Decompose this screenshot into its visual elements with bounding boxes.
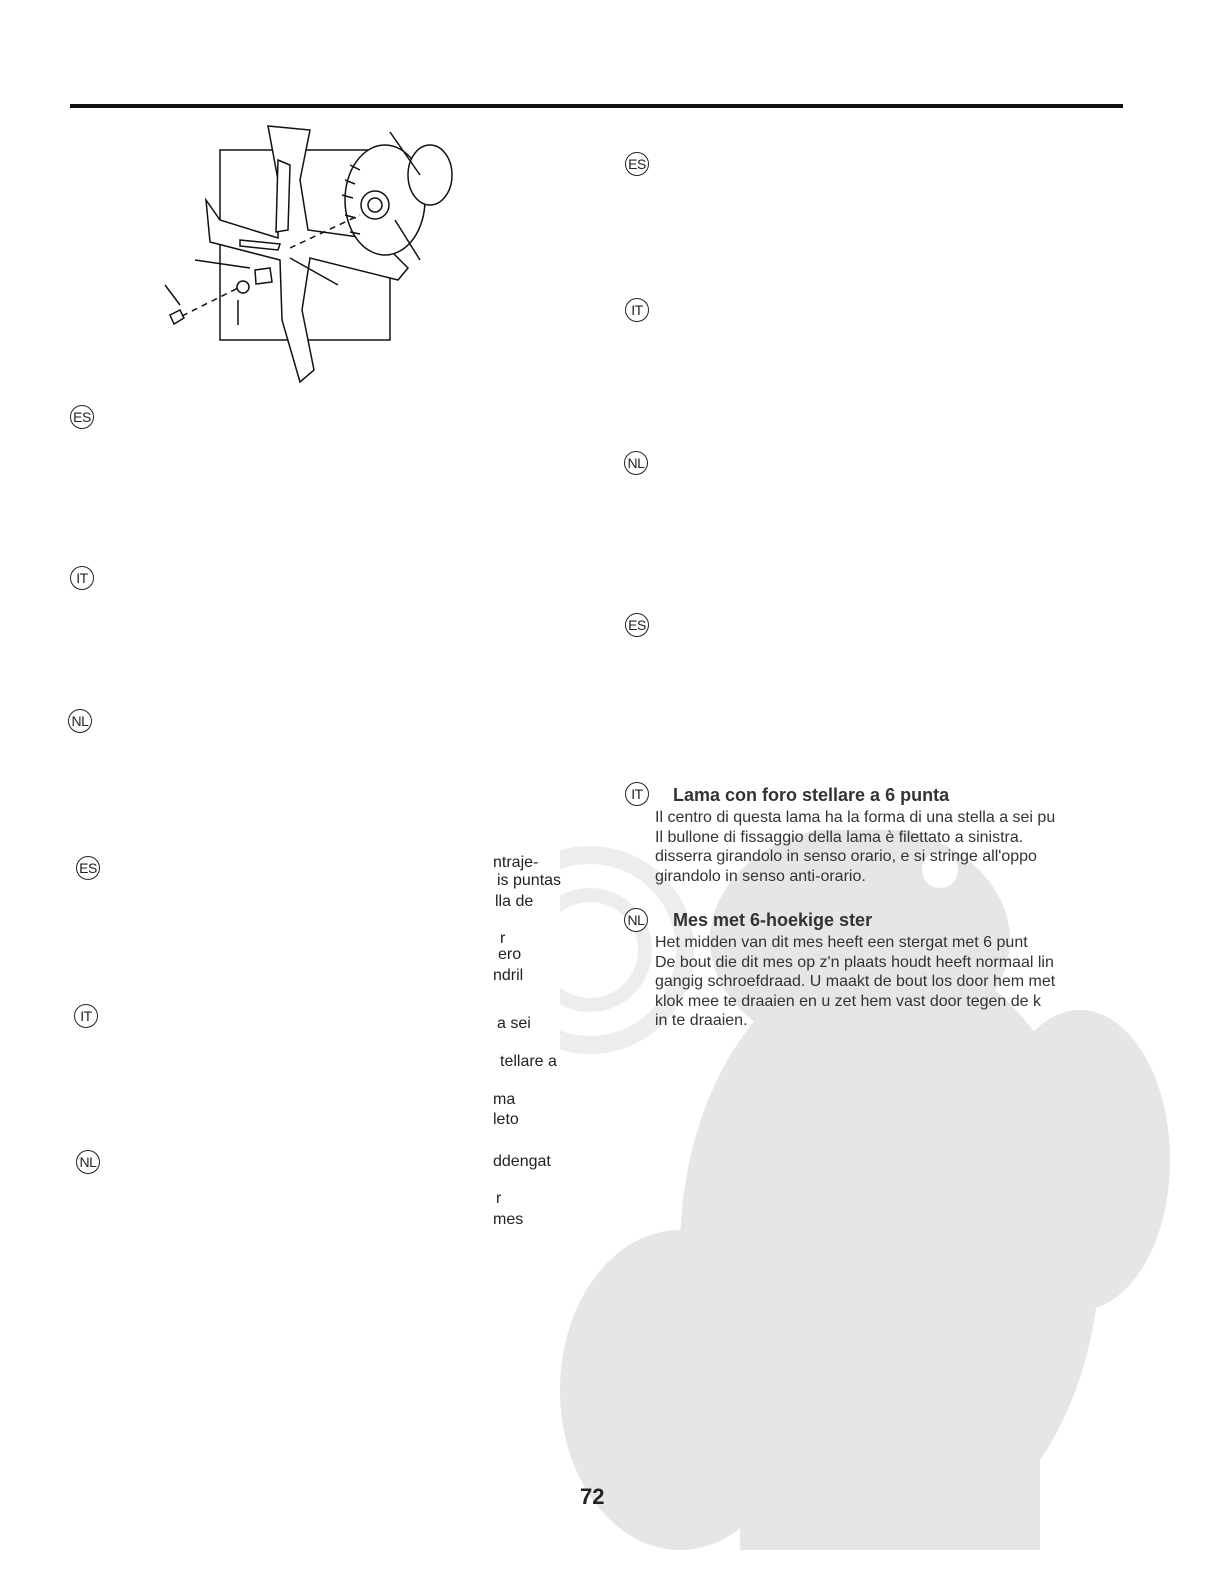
paragraph-line: girandolo in senso anti-orario. [655,867,866,885]
text-fragment: a sei [497,1015,531,1032]
language-badge-es: ES [70,405,94,429]
blade-assembly-illustration [150,120,470,390]
language-badge-nl: NL [76,1150,100,1174]
text-fragment: ndril [493,967,524,984]
text-fragment: r [500,930,506,947]
text-fragment: ntraje- [493,854,539,871]
language-badge-nl: NL [624,908,648,932]
text-fragment: ma [493,1091,516,1108]
text-fragment: mes [493,1211,524,1228]
language-badge-es: ES [625,152,649,176]
section-heading-it: Lama con foro stellare a 6 punta [673,785,950,805]
paragraph-line: in te draaien. [655,1012,748,1029]
text-fragment: ero [498,946,522,963]
text-fragment: tellare a [500,1053,557,1070]
language-badge-it: IT [74,1004,98,1028]
text-fragment: r [496,1190,502,1207]
language-badge-it: IT [625,298,649,322]
paragraph-line: Het midden van dit mes heeft een stergat met 6 punt [655,934,1028,951]
text-fragment: is puntas [497,872,562,889]
paragraph-line: Il bullone di fissaggio della lama è filettato a sinistra. [655,828,1024,846]
language-badge-nl: NL [624,451,648,475]
paragraph-it [655,808,1100,886]
text-fragment: ddengat [493,1153,551,1170]
paragraph-line: gangig schroefdraad. U maakt de bout los door hem met [655,973,1056,990]
paragraph-nl [655,933,1100,1031]
header-rule [70,104,1123,108]
text-fragment: leto [493,1111,519,1128]
language-badge-es: ES [625,613,649,637]
section-heading-nl: Mes met 6-hoekige ster [673,910,873,930]
paragraph-line: klok mee te draaien en u zet hem vast door tegen de k [655,992,1042,1010]
language-badge-it: IT [625,782,649,806]
paragraph-line: De bout die dit mes op z'n plaats houdt heeft normaal lin [655,953,1054,971]
page-number: 72 [580,1484,605,1509]
language-badge-es: ES [76,856,100,880]
language-badge-nl: NL [68,709,92,733]
text-fragment: lla de [495,893,534,910]
paragraph-line: Il centro di questa lama ha la forma di una stella a sei pu [655,809,1056,826]
language-badge-it: IT [70,566,94,590]
paragraph-line: disserra girandolo in senso orario, e si stringe all'oppo [655,848,1037,865]
